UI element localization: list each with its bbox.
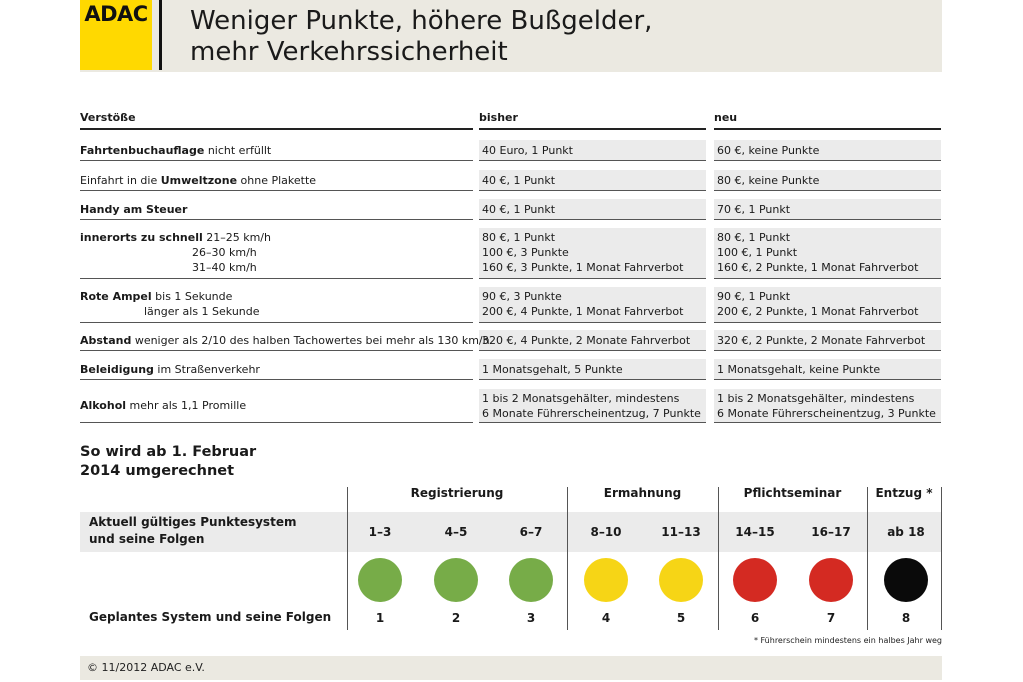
label-rest: im Straßenverkehr: [153, 363, 260, 376]
new-points-value: 8: [901, 611, 911, 625]
label-rest: ohne Plakette: [237, 174, 317, 187]
new-points-value: 5: [676, 611, 686, 625]
footer-band: [80, 656, 942, 680]
row-separator: [80, 422, 473, 423]
table-cell-new: [717, 333, 925, 348]
row-separator: [479, 278, 706, 279]
table-cell-new: [717, 202, 790, 217]
severity-dot: [434, 558, 478, 602]
row-separator: [714, 379, 941, 380]
row-separator: [714, 190, 941, 191]
group-divider: [347, 487, 348, 630]
cell-line: 160 €, 3 Punkte, 1 Monat Fahrverbot: [482, 261, 684, 274]
current-system-label: Aktuell gültiges Punktesystem und seine Folgen: [89, 515, 297, 546]
current-points-range: 8–10: [590, 525, 622, 539]
current-points-range: 1–3: [368, 525, 392, 539]
label-rest: nicht erfüllt: [204, 144, 272, 157]
conversion-title-line-2: 2014 umgerechnet: [80, 463, 235, 479]
row-separator: [714, 219, 941, 220]
table-cell-new: [717, 230, 918, 275]
table-row-label: [80, 173, 316, 188]
label-bold: Handy am Steuer: [80, 203, 188, 216]
header-rule: [479, 128, 706, 130]
label-bold: Rote Ampel: [80, 290, 152, 303]
label-bold: Beleidigung: [80, 363, 154, 376]
cell-line: 40 €, 1 Punkt: [482, 203, 556, 216]
cell-line: 6 Monate Führerscheinentzug, 3 Punkte: [717, 407, 936, 420]
table-row-label: [80, 202, 187, 217]
row-separator: [479, 190, 706, 191]
new-points-value: 4: [601, 611, 611, 625]
severity-dot: [659, 558, 703, 602]
header-rule: [80, 128, 473, 130]
copyright: © 11/2012 ADAC e.V.: [87, 661, 205, 674]
label-subline: 26–30 km/h: [192, 246, 257, 259]
table-cell-new: [717, 289, 918, 319]
row-separator: [714, 350, 941, 351]
group-divider: [867, 487, 868, 630]
severity-dot: [809, 558, 853, 602]
label-subline: länger als 1 Sekunde: [144, 305, 260, 318]
label-prefix: Einfahrt in die: [80, 174, 161, 187]
current-points-range: 16–17: [811, 525, 851, 539]
cell-line: 90 €, 1 Punkt: [717, 290, 791, 303]
planned-system-label: Geplantes System und seine Folgen: [89, 610, 332, 624]
label-rest: mehr als 1,1 Promille: [126, 399, 247, 412]
group-pflichtseminar: Pflichtseminar: [743, 486, 842, 500]
new-points-value: 2: [451, 611, 461, 625]
label-bold: Alkohol: [80, 399, 127, 412]
table-row-label: [80, 333, 490, 348]
new-points-value: 1: [375, 611, 385, 625]
cell-line: 320 €, 4 Punkte, 2 Monate Fahrverbot: [482, 334, 691, 347]
new-points-value: 6: [750, 611, 760, 625]
page-title-line-2: mehr Verkehrssicherheit: [190, 37, 508, 67]
severity-dot: [584, 558, 628, 602]
row-separator: [714, 278, 941, 279]
row-separator: [714, 422, 941, 423]
page-title-line-1: Weniger Punkte, höhere Bußgelder,: [190, 6, 653, 36]
table-row-label: [80, 362, 260, 377]
row-separator: [479, 160, 706, 161]
row-separator: [80, 322, 473, 323]
column-header-new: neu: [714, 111, 738, 124]
table-row-label: [80, 230, 271, 275]
severity-dot: [358, 558, 402, 602]
row-separator: [479, 322, 706, 323]
severity-dot: [509, 558, 553, 602]
cell-line: 80 €, 1 Punkt: [482, 231, 556, 244]
table-cell-new: [717, 173, 819, 188]
cell-line: 90 €, 3 Punkte: [482, 290, 562, 303]
cell-line: 100 €, 1 Punkt: [717, 246, 798, 259]
table-cell-before: [482, 230, 683, 275]
label-rest: 21–25 km/h: [202, 231, 271, 244]
table-cell-before: [482, 202, 555, 217]
current-points-range: 14–15: [735, 525, 775, 539]
row-separator: [714, 322, 941, 323]
cell-line: 80 €, 1 Punkt: [717, 231, 791, 244]
cell-line: 40 Euro, 1 Punkt: [482, 144, 573, 157]
severity-dot: [733, 558, 777, 602]
group-divider: [718, 487, 719, 630]
footnote: * Führerschein mindestens ein halbes Jahr weg: [753, 636, 942, 645]
cell-line: 200 €, 4 Punkte, 1 Monat Fahrverbot: [482, 305, 684, 318]
new-points-value: 3: [526, 611, 536, 625]
group-entzug: Entzug *: [875, 486, 933, 500]
table-cell-new: [717, 391, 936, 421]
cell-line: 1 Monatsgehalt, keine Punkte: [717, 363, 881, 376]
header-divider: [159, 0, 162, 70]
row-separator: [479, 219, 706, 220]
label-rest: bis 1 Sekunde: [151, 290, 233, 303]
cell-line: 80 €, keine Punkte: [717, 174, 820, 187]
table-cell-before: [482, 391, 701, 421]
cell-line: 1 bis 2 Monatsgehälter, mindestens: [717, 392, 915, 405]
group-registrierung: Registrierung: [410, 486, 504, 500]
table-cell-before: [482, 333, 690, 348]
new-points-value: 7: [826, 611, 836, 625]
row-separator: [80, 278, 473, 279]
label-bold: innerorts zu schnell: [80, 231, 203, 244]
logo-text: ADAC: [84, 2, 148, 26]
table-cell-new: [717, 143, 819, 158]
row-separator: [714, 160, 941, 161]
row-separator: [80, 350, 473, 351]
cell-line: 1 bis 2 Monatsgehälter, mindestens: [482, 392, 680, 405]
cell-line: 320 €, 2 Punkte, 2 Monate Fahrverbot: [717, 334, 926, 347]
label-bold: Fahrtenbuchauflage: [80, 144, 205, 157]
cell-line: 60 €, keine Punkte: [717, 144, 820, 157]
row-separator: [479, 422, 706, 423]
label-bold: Abstand: [80, 334, 132, 347]
cell-line: 70 €, 1 Punkt: [717, 203, 791, 216]
table-cell-before: [482, 173, 555, 188]
table-row-label: [80, 143, 271, 158]
row-separator: [80, 219, 473, 220]
cell-line: 1 Monatsgehalt, 5 Punkte: [482, 363, 623, 376]
cell-line: 200 €, 2 Punkte, 1 Monat Fahrverbot: [717, 305, 919, 318]
table-cell-before: [482, 289, 683, 319]
cell-line: 40 €, 1 Punkt: [482, 174, 556, 187]
column-header-violations: Verstöße: [80, 111, 136, 124]
cell-line: 100 €, 3 Punkte: [482, 246, 569, 259]
column-header-before: bisher: [479, 111, 518, 124]
row-separator: [80, 190, 473, 191]
label-rest: weniger als 2/10 des halben Tachowertes bei mehr als 130 km/h: [131, 334, 490, 347]
table-row-label: [80, 398, 246, 413]
current-points-range: ab 18: [887, 525, 925, 539]
table-cell-before: [482, 362, 623, 377]
label-bold: Umweltzone: [160, 174, 238, 187]
cell-line: 160 €, 2 Punkte, 1 Monat Fahrverbot: [717, 261, 919, 274]
group-ermahnung: Ermahnung: [603, 486, 682, 500]
row-separator: [479, 379, 706, 380]
conversion-title-line-1: So wird ab 1. Februar: [80, 444, 257, 460]
cell-line: 6 Monate Führerscheinentzug, 7 Punkte: [482, 407, 701, 420]
current-points-range: 6–7: [519, 525, 543, 539]
current-points-range: 4–5: [444, 525, 468, 539]
table-cell-new: [717, 362, 880, 377]
group-divider: [941, 487, 942, 630]
header-rule: [714, 128, 941, 130]
table-cell-before: [482, 143, 573, 158]
group-divider: [567, 487, 568, 630]
row-separator: [80, 379, 473, 380]
table-row-label: [80, 289, 260, 319]
current-points-range: 11–13: [661, 525, 701, 539]
row-separator: [80, 160, 473, 161]
severity-dot: [884, 558, 928, 602]
row-separator: [479, 350, 706, 351]
label-subline: 31–40 km/h: [192, 261, 257, 274]
